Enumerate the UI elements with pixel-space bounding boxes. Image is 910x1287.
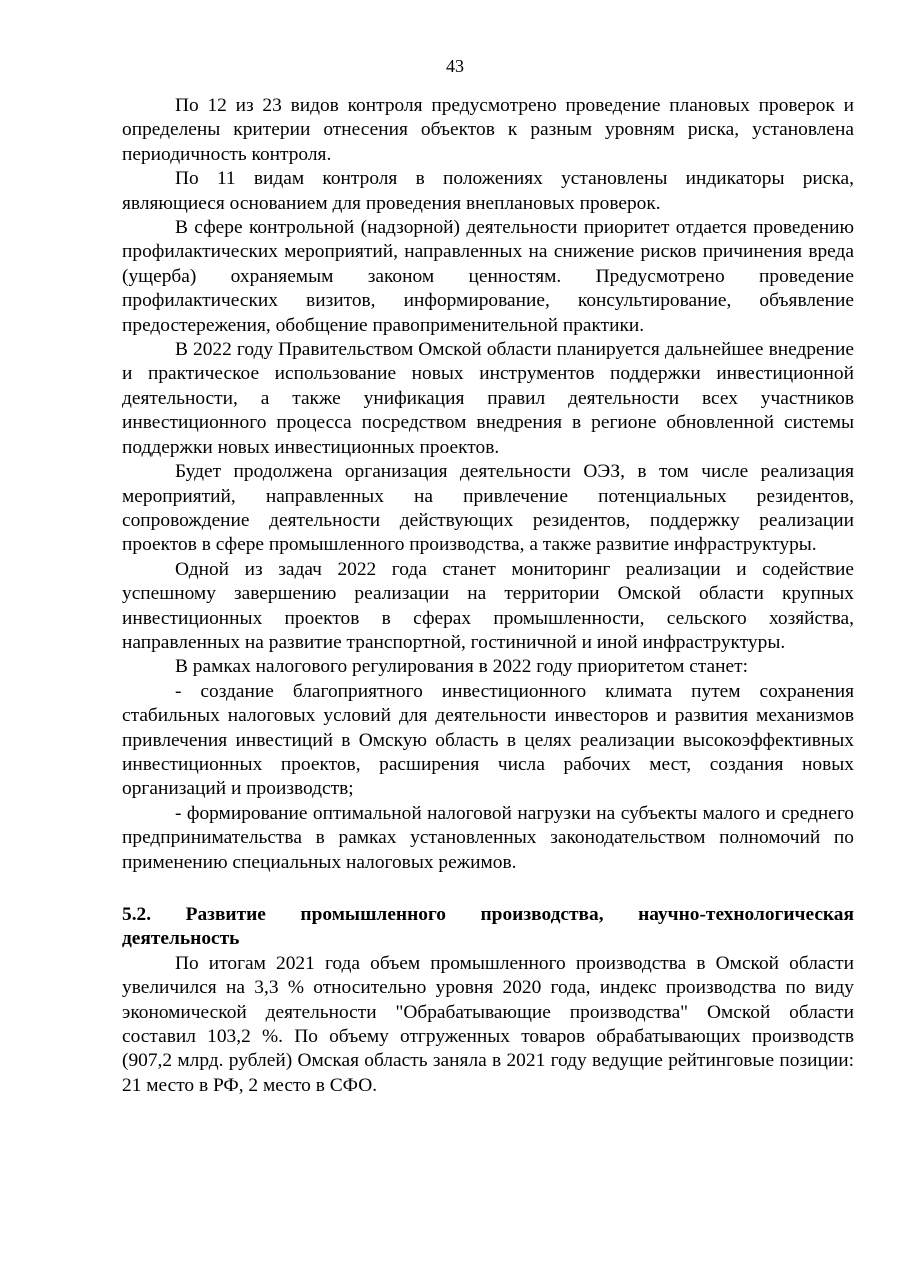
paragraph-supervision-priority: В сфере контрольной (надзорной) деятельности приоритет отдается проведению профилактических мероприятий, направленных на снижение рисков причинения вреда (ущерба) охраняемым законом ценностям. Предусмотрено проведение профилактических визитов, информирование, консультирование, объявление предостережения, обобщение правоприменительной практики. <box>122 217 854 336</box>
paragraph-oez-activity: Будет продолжена организация деятельности ОЭЗ, в том числе реализация мероприятий, направленных на привлечение потенциальных резидентов, сопровождение деятельности действующих резидентов, поддержку реализации проектов в сфере промышленного производства, а также развитие инфраструктуры. <box>122 461 854 556</box>
paragraph-tax-item-sme: - формирование оптимальной налоговой нагрузки на субъекты малого и среднего предпринимательства в рамках установленных законодательством полномочий по применению специальных налоговых режимов. <box>122 802 854 873</box>
paragraph-risk-indicators: По 11 видам контроля в положениях установлены индикаторы риска, являющиеся основанием для проведения внеплановых проверок. <box>122 168 854 214</box>
paragraph-monitoring-tasks: Одной из задач 2022 года станет мониторинг реализации и содействие успешному завершению реализации на территории Омской области крупных инвестиционных проектов в сферах промышленности, сельского хозяйства, направленных на развитие транспортной, гостиничной и иной инфраструктуры. <box>122 558 854 653</box>
paragraph-tax-item-climate: - создание благоприятного инвестиционного климата путем сохранения стабильных налоговых условий для деятельности инвесторов и развития механизмов привлечения инвестиций в Омскую область в целях реализации высокоэффективных инвестиционных проектов, расширения числа рабочих мест, создания новых организаций и производств; <box>122 680 854 800</box>
section-heading: 5.2. Развитие промышленного производства, научно-технологическая деятельность <box>122 904 854 950</box>
paragraph-investment-tools: В 2022 году Правительством Омской области планируется дальнейшее внедрение и практическое использование новых инструментов поддержки инвестиционной деятельности, а также унификация правил деятельности всех участников инвестиционного процесса посредством внедрения в регионе обновленной системы поддержки новых инвестиционных проектов. <box>122 339 854 458</box>
paragraph-tax-priority: В рамках налогового регулирования в 2022 году приоритетом станет: <box>175 656 748 678</box>
paragraph-control-types: По 12 из 23 видов контроля предусмотрено проведение плановых проверок и определены критерии отнесения объектов к разным уровням риска, установлена периодичность контроля. <box>122 95 854 165</box>
page-number: 43 <box>446 56 464 76</box>
page-content <box>122 94 854 1098</box>
paragraph-industrial-results: По итогам 2021 года объем промышленного производства в Омской области увеличился на 3,3 % относительно уровня 2020 года, индекс производства по виду экономической деятельности "Обрабатывающие производства" Омской области составил 103,2 %. По объему отгруженных товаров обрабатывающих производств (907,2 млрд. рублей) Омская область заняла в 2021 году ведущие рейтинговые позиции: 21 место в РФ, 2 место в СФО. <box>122 952 854 1096</box>
